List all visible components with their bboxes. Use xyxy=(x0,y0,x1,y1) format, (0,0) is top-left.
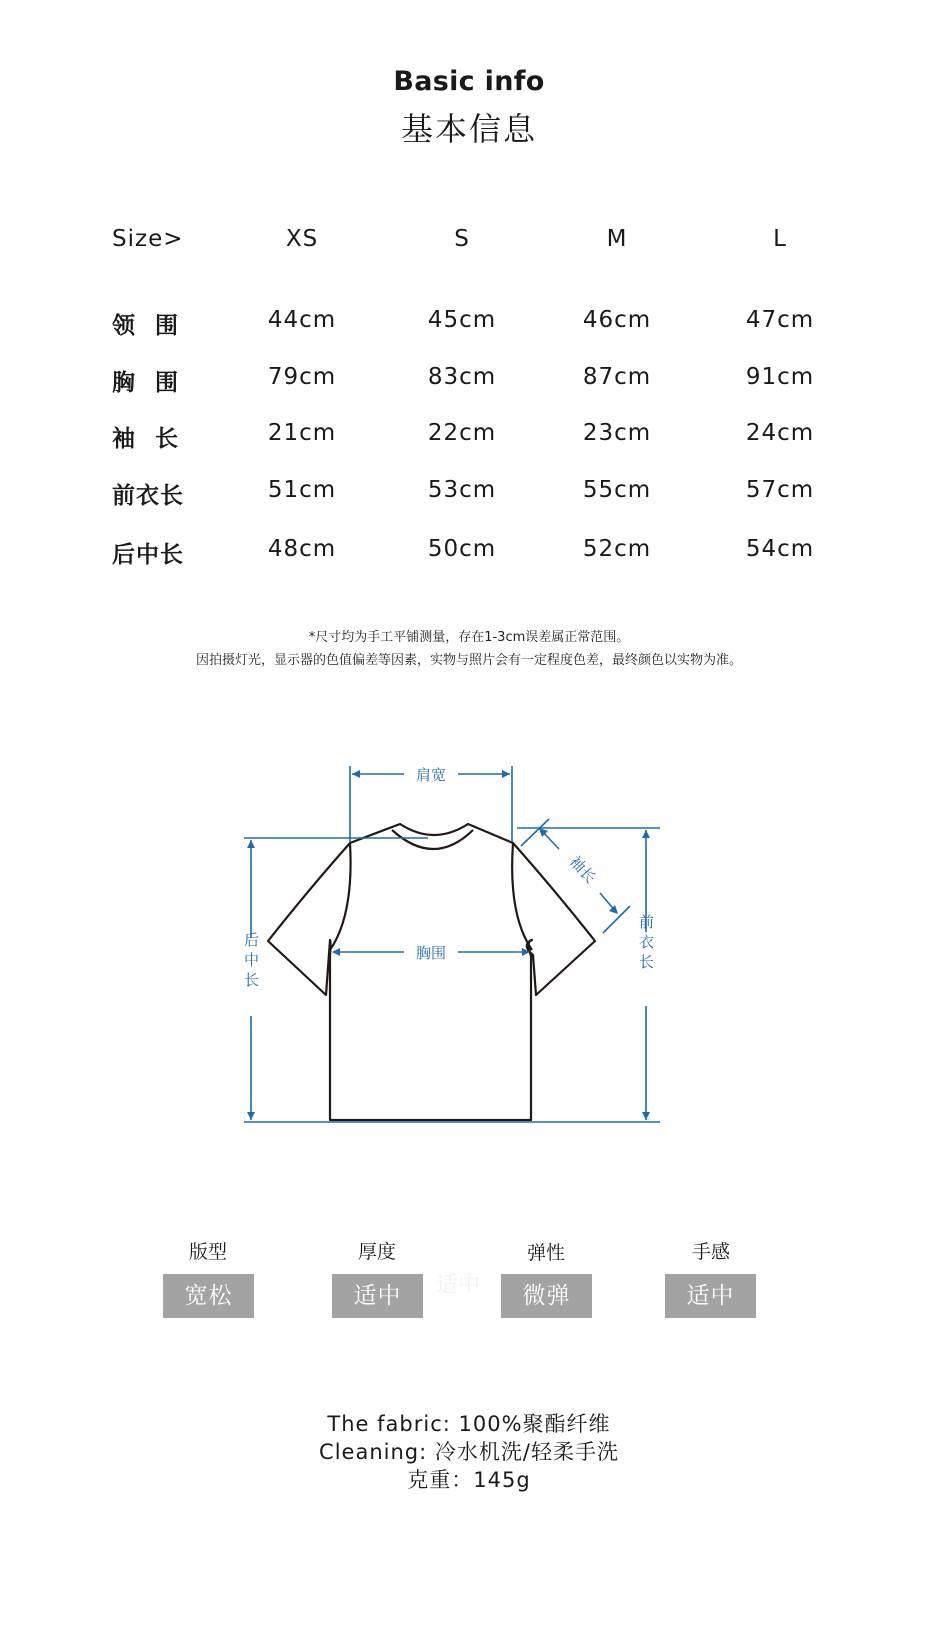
table-cell: 54cm xyxy=(745,536,815,562)
front-length-label: 前衣长 xyxy=(637,914,655,974)
tshirt-outline xyxy=(268,824,595,1120)
attr-badge-elasticity: 微弹 xyxy=(501,1274,592,1318)
fabric-line: The fabric: 100%聚酯纤维 xyxy=(327,1412,611,1436)
sleeve-label: 袖长 xyxy=(565,852,600,887)
size-m: M xyxy=(606,226,628,252)
weight-line: 克重：145g xyxy=(407,1468,531,1492)
table-cell: 83cm xyxy=(427,364,497,390)
table-cell: 53cm xyxy=(427,477,497,503)
table-cell: 22cm xyxy=(427,420,497,446)
attr-label-fit: 版型 xyxy=(188,1241,227,1263)
row-label: 前衣长 xyxy=(112,483,184,509)
attr-badge-fit: 宽松 xyxy=(163,1274,254,1318)
tshirt-body-outline xyxy=(268,824,595,1120)
table-cell: 48cm xyxy=(267,536,337,562)
row-label: 领 围 xyxy=(112,313,185,339)
cleaning-line: Cleaning: 冷水机洗/轻柔手洗 xyxy=(319,1440,619,1464)
tshirt-collar-inner xyxy=(392,830,473,849)
arrowhead xyxy=(247,1112,255,1120)
arrowhead xyxy=(332,948,340,956)
size-header-label: Size> xyxy=(112,226,184,252)
measure-note: *尺寸均为手工平铺测量，存在1-3cm误差属正常范围。 xyxy=(308,630,630,645)
title-en: Basic info xyxy=(393,66,545,97)
row-label: 胸 围 xyxy=(112,370,185,396)
measure-lines xyxy=(244,766,660,1122)
size-xs: XS xyxy=(285,226,319,252)
size-l: L xyxy=(773,226,787,252)
attr-badge-feel: 适中 xyxy=(665,1274,756,1318)
size-s: S xyxy=(454,226,470,252)
attr-label-elasticity: 弹性 xyxy=(526,1242,565,1264)
arrowhead xyxy=(352,770,360,778)
arrowhead xyxy=(247,840,255,848)
chest-label: 胸围 xyxy=(415,944,447,962)
tshirt-left-armhole xyxy=(330,843,351,950)
attr-label-thickness: 厚度 xyxy=(357,1241,396,1263)
arrowhead xyxy=(502,770,510,778)
back-length-label: 后中长 xyxy=(242,932,260,992)
attr-label-feel: 手感 xyxy=(691,1241,730,1263)
table-cell: 79cm xyxy=(267,364,337,390)
table-cell: 23cm xyxy=(582,420,652,446)
table-cell: 55cm xyxy=(582,477,652,503)
table-cell: 51cm xyxy=(267,477,337,503)
arrowhead xyxy=(642,830,650,838)
table-cell: 57cm xyxy=(745,477,815,503)
table-cell: 91cm xyxy=(745,364,815,390)
table-cell: 87cm xyxy=(582,364,652,390)
shoulder-label: 肩宽 xyxy=(415,766,447,784)
table-cell: 46cm xyxy=(582,307,652,333)
table-cell: 50cm xyxy=(427,536,497,562)
title-cn: 基本信息 xyxy=(400,110,537,148)
color-note: 因拍摄灯光，显示器的色值偏差等因素，实物与照片会有一定程度色差，最终颜色以实物为准。 xyxy=(195,653,742,668)
table-cell: 47cm xyxy=(745,307,815,333)
arrowhead xyxy=(642,1112,650,1120)
row-label: 后中长 xyxy=(112,542,184,568)
table-cell: 24cm xyxy=(745,420,815,446)
measure-labels xyxy=(242,766,655,992)
ghost-text: 适中 xyxy=(435,1273,480,1298)
table-cell: 44cm xyxy=(267,307,337,333)
table-cell: 45cm xyxy=(427,307,497,333)
table-cell: 52cm xyxy=(582,536,652,562)
tshirt-right-armhole xyxy=(512,843,532,950)
attr-badge-thickness: 适中 xyxy=(332,1274,423,1318)
row-label: 袖 长 xyxy=(112,426,185,452)
table-cell: 21cm xyxy=(267,420,337,446)
